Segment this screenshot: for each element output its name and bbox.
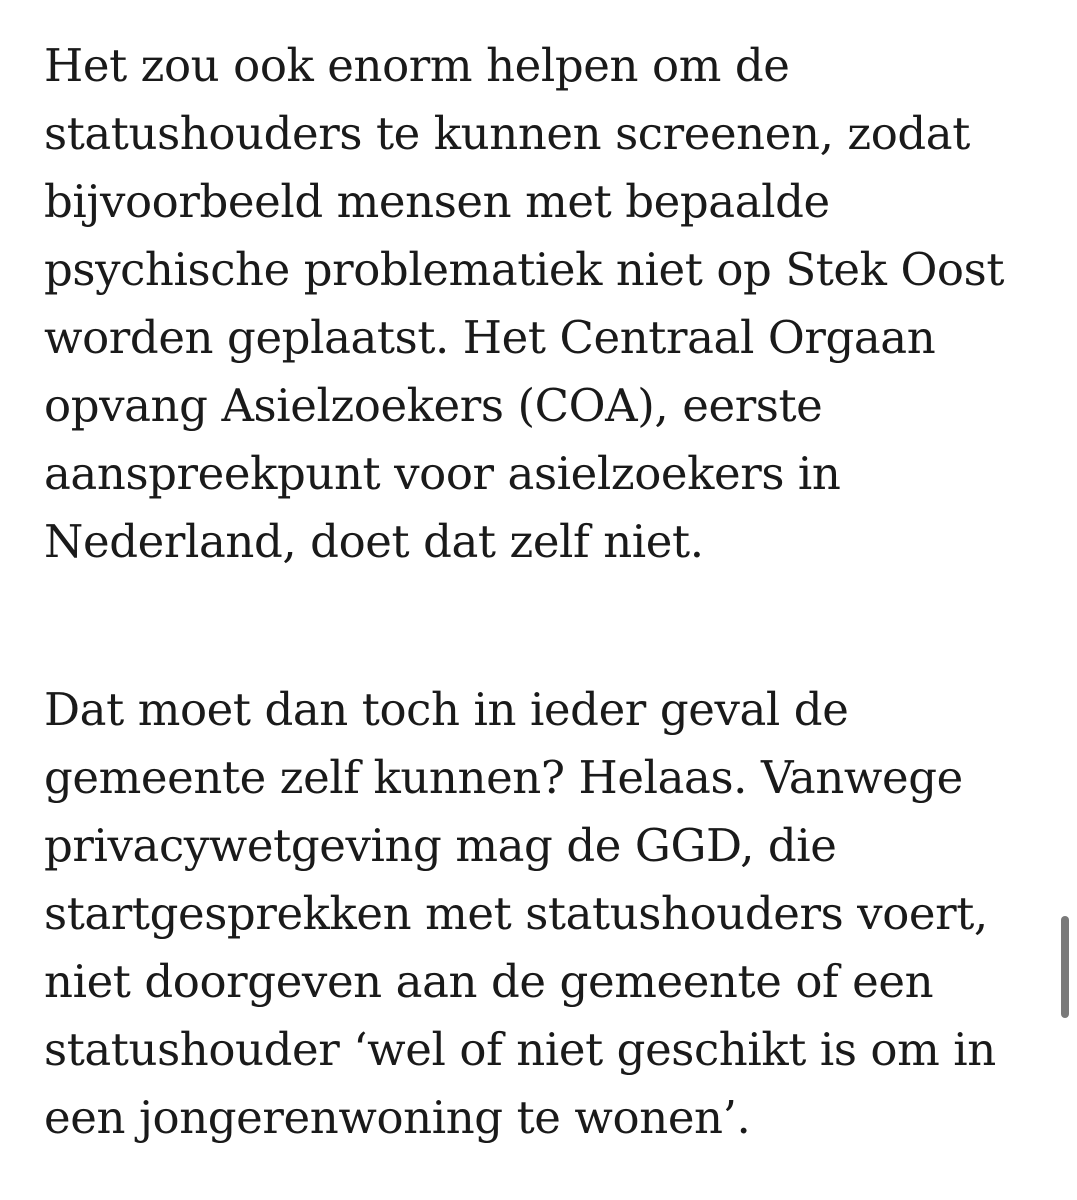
- paragraph-line: statushouder ‘wel of niet geschikt is om in: [44, 1023, 996, 1076]
- paragraph-line: bijvoorbeeld mensen met bepaalde: [44, 175, 830, 228]
- paragraph-1: [44, 32, 1044, 576]
- paragraph-line: psychische problematiek niet op Stek Oost: [44, 243, 1004, 296]
- vertical-scrollbar[interactable]: [1057, 0, 1077, 1200]
- paragraph-line: Dat moet dan toch in ieder geval de: [44, 683, 849, 736]
- paragraph-line: statushouders te kunnen screenen, zodat: [44, 107, 970, 160]
- paragraph-line: niet doorgeven aan de gemeente of een: [44, 955, 934, 1008]
- scrollbar-thumb[interactable]: [1061, 916, 1069, 1018]
- paragraph-line: worden geplaatst. Het Centraal Orgaan: [44, 311, 936, 364]
- paragraph-line: Het zou ook enorm helpen om de: [44, 39, 790, 92]
- paragraph-line: een jongerenwoning te wonen’.: [44, 1091, 751, 1144]
- paragraph-line: aanspreekpunt voor asielzoekers in: [44, 447, 841, 500]
- paragraph-2: [44, 676, 1044, 1152]
- paragraph-line: gemeente zelf kunnen? Helaas. Vanwege: [44, 751, 963, 804]
- paragraph-line: startgesprekken met statushouders voert,: [44, 887, 988, 940]
- article-body: [44, 32, 1044, 1152]
- paragraph-line: Nederland, doet dat zelf niet.: [44, 515, 704, 568]
- paragraph-line: privacywetgeving mag de GGD, die: [44, 819, 837, 872]
- paragraph-line: opvang Asielzoekers (COA), eerste: [44, 379, 823, 432]
